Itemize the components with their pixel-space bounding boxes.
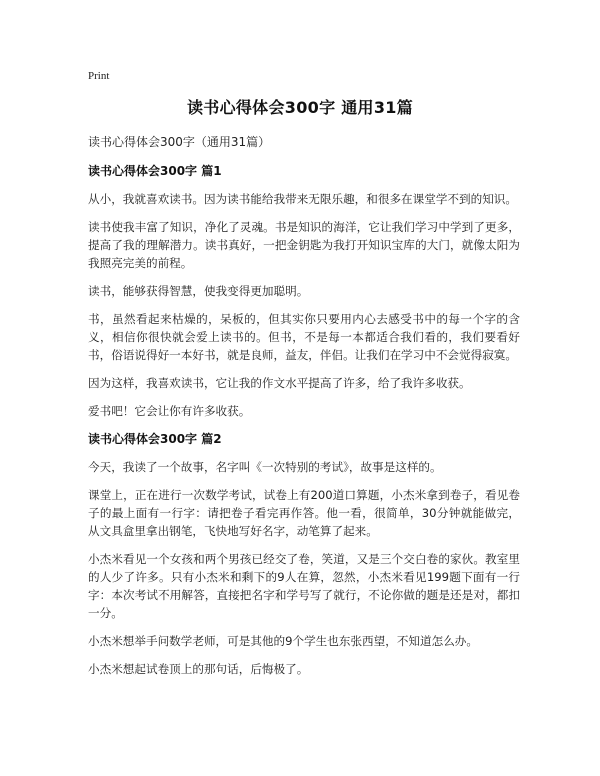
paragraph: 因为这样，我喜欢读书，它让我的作文水平提高了许多，给了我许多收获。 — [88, 376, 471, 390]
paragraph: 爱书吧！它会让你有许多收获。 — [88, 404, 251, 418]
paragraph: 小杰米想举手问数学老师，可是其他的9个学生也东张西望，不知道怎么办。 — [88, 634, 478, 648]
section-2 — [88, 430, 520, 678]
paragraph: 小杰米看见一个女孩和两个男孩已经交了卷，笑道，又是三个交白卷的家伙。教室里的人少了许多。只有小杰米和剩下的9人在算，忽然，小杰米看见199题下面有一行字：本次考试不用解答，直接把名字和学号写了就行，不论你做的题是还是对，都扣一分。 — [88, 552, 520, 620]
paragraph: 小杰米想起试卷顶上的那句话，后悔极了。 — [88, 662, 309, 676]
paragraph: 读书，能够获得智慧，使我变得更加聪明。 — [88, 284, 309, 298]
paragraph: 从小，我就喜欢读书。因为读书能给我带来无限乐趣，和很多在课堂学不到的知识。 — [88, 192, 517, 206]
section-heading: 读书心得体会300字 篇1 — [88, 164, 222, 178]
paragraph: 课堂上，正在进行一次数学考试，试卷上有200道口算题，小杰米拿到卷子，看见卷子的最上面有一行字：请把卷子看完再作答。他一看，很简单，30分钟就能做完，从文具盒里拿出钢笔，飞快地写好名字，动笔算了起来。 — [88, 488, 520, 538]
print-link[interactable]: Print — [88, 70, 110, 82]
paragraph: 今天，我读了一个故事，名字叫《一次特别的考试》，故事是这样的。 — [88, 460, 442, 474]
paragraph: 书，虽然看起来枯燥的，呆板的，但其实你只要用内心去感受书中的每一个字的含义，相信你很快就会爱上读书的。但书，不是每一本都适合我们看的，我们要看好书，俗语说得好一本好书，就是良师，益友，伴侣。让我们在学习中不会觉得寂寞。 — [88, 312, 520, 362]
page-title: 读书心得体会300字 通用31篇 — [186, 98, 414, 117]
paragraph: 读书使我丰富了知识，净化了灵魂。书是知识的海洋，它让我们学习中学到了更多，提高了我的理解潜力。读书真好，一把金钥匙为我打开知识宝库的大门，就像太阳为我照亮完美的前程。 — [88, 220, 520, 270]
article-body — [88, 133, 520, 688]
section-1 — [88, 162, 520, 420]
article-subtitle: 读书心得体会300字（通用31篇） — [88, 135, 271, 149]
section-heading: 读书心得体会300字 篇2 — [88, 432, 222, 446]
